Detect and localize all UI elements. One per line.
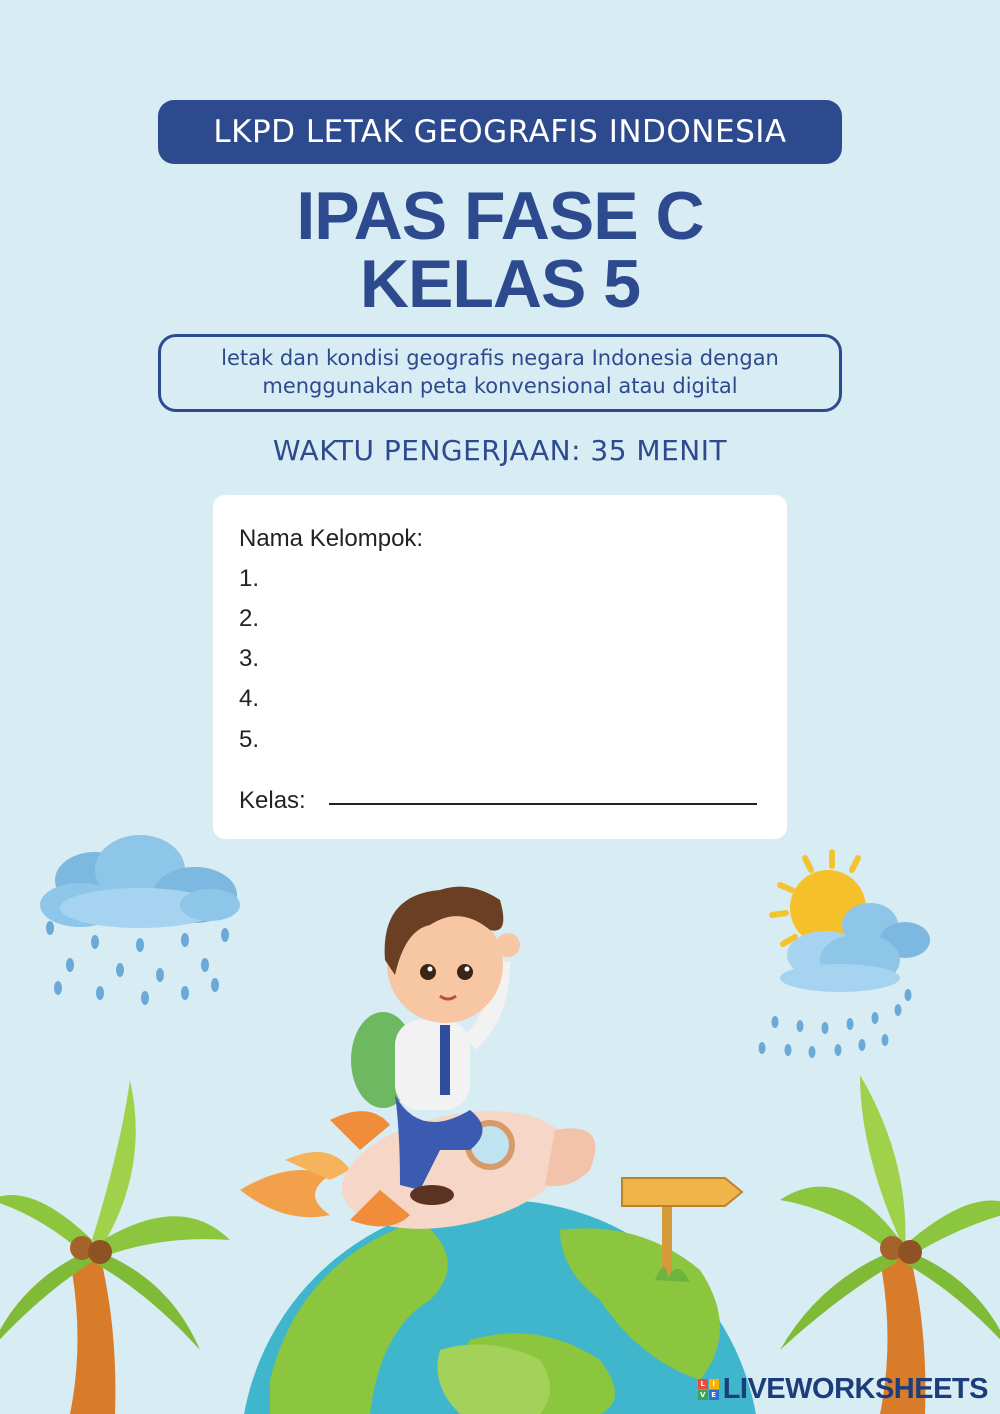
member-row-5[interactable]: 5. [239, 726, 260, 753]
class-input-line[interactable] [329, 803, 757, 805]
member-row-2[interactable]: 2. [239, 605, 260, 632]
rain-cloud-icon [40, 835, 240, 1005]
liveworksheets-brand [698, 1374, 988, 1404]
group-name-label: Nama Kelompok: [239, 525, 424, 552]
liveworksheets-logo-icon: L I V E [698, 1379, 719, 1400]
work-time-label: WAKTU PENGERJAAN: 35 MENIT [272, 434, 728, 467]
member-row-3[interactable]: 3. [239, 645, 260, 672]
objective-line1: letak dan kondisi geografis negara Indonesia dengan [221, 346, 779, 370]
worksheet-type-label: LKPD LETAK GEOGRAFIS INDONESIA [213, 114, 787, 150]
identity-form-card [213, 495, 787, 839]
brand-name: LIVEWORKSHEETS [722, 1372, 988, 1405]
objective-line2: menggunakan peta konvensional atau digital [262, 374, 738, 398]
palm-tree [780, 1075, 1000, 1414]
class-label: Kelas: [239, 787, 306, 814]
member-row-1[interactable]: 1. [239, 565, 260, 592]
learning-objective-box [158, 334, 842, 412]
boy-on-rocket [240, 887, 595, 1248]
member-row-4[interactable]: 4. [239, 685, 260, 712]
page-title-line1: IPAS FASE C [296, 178, 704, 254]
page-title-line2: KELAS 5 [359, 246, 641, 322]
sun-cloud-icon [759, 852, 931, 1058]
globe [240, 1200, 760, 1414]
palm-tree [0, 1080, 230, 1414]
worksheet-type-pill [158, 100, 842, 164]
